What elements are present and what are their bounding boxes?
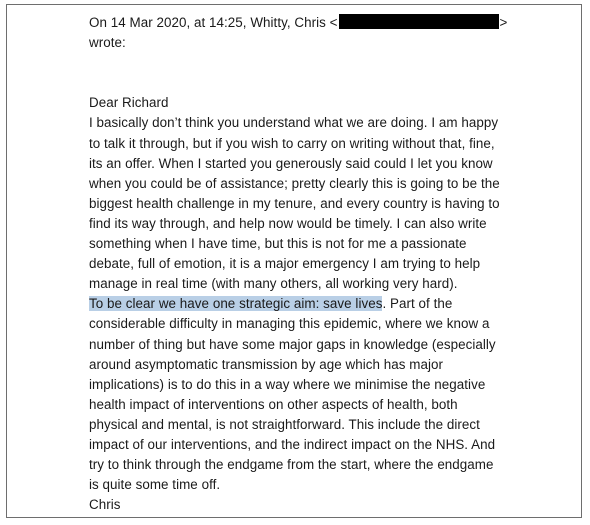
text-line: number of thing but have some major gaps in knowledge (especially (89, 336, 496, 352)
text-line: find its way through, and help now would be timely. I can also write (89, 215, 487, 231)
text-line: health impact of interventions on other aspects of health, both (89, 396, 458, 412)
text-line: implications) is to do this in a way where we minimise the negative (89, 376, 486, 392)
text-line: manage in real time (with many others, all working very hard). (89, 276, 458, 292)
text-line: biggest health challenge in my tenure, and every country is having to (89, 195, 500, 211)
email-header (89, 13, 559, 33)
header-prefix: On 14 Mar 2020, at 14:25, Whitty, Chris < (89, 15, 338, 30)
spacer (89, 53, 559, 93)
redaction-box (339, 14, 499, 29)
text-line: considerable difficulty in managing this epidemic, where we know a (89, 316, 490, 332)
document-frame (6, 4, 582, 518)
text-line: to talk it through, but if you wish to carry on writing without that, fine, (89, 135, 495, 151)
highlighted-text: To be clear we have one strategic aim: save lives (89, 296, 383, 312)
header-suffix: > (499, 15, 508, 30)
body-paragraph-1 (89, 113, 559, 294)
text-line: is quite some time off. (89, 477, 221, 493)
text-line: impact of our interventions, and the indirect impact on the NHS. And (89, 436, 496, 452)
text-line: physical and mental, is not straightforward. This include the direct (89, 416, 480, 432)
text-line: around asymptomatic transmission by age which has major (89, 356, 444, 372)
text-line: try to think through the endgame from the start, where the endgame (89, 457, 494, 473)
text-line: something when I have time, but this is not for me a passionate (89, 236, 467, 252)
text-line: debate, full of emotion, it is a major emergency I am trying to help (89, 256, 481, 272)
email-quote (89, 13, 559, 515)
text-line: its an offer. When I started you generously said could I let you know (89, 155, 493, 171)
highlight-line-rest: . Part of the (382, 296, 453, 312)
greeting: Dear Richard (89, 95, 169, 111)
header-wrote: wrote: (89, 35, 126, 51)
highlight-line (89, 294, 559, 314)
signature: Chris (89, 497, 121, 513)
text-line: I basically don’t think you understand what we are doing. I am happy (89, 115, 499, 131)
body-paragraph-2 (89, 314, 559, 495)
text-line: when you could be of assistance; pretty clearly this is going to be the (89, 175, 500, 191)
